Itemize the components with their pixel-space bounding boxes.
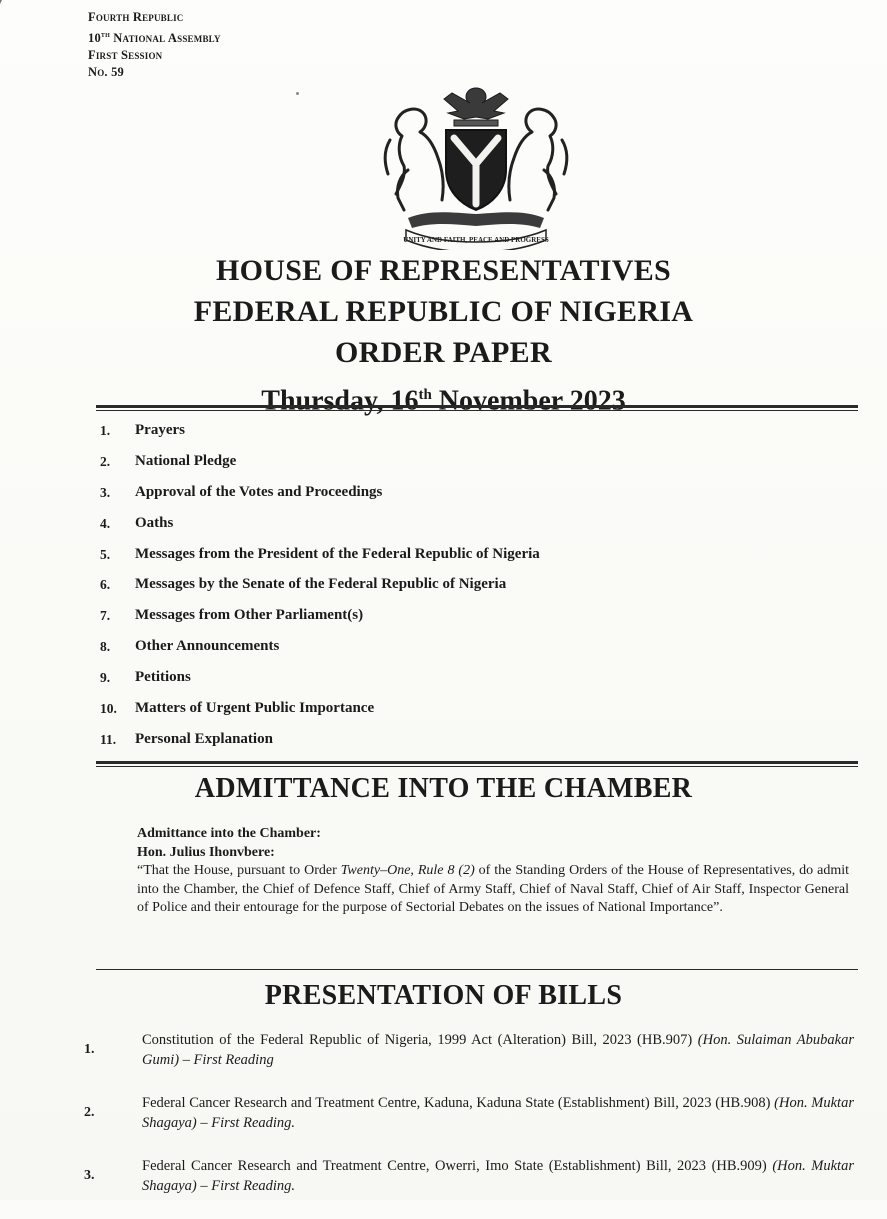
republic-label: Fourth Republic [88, 10, 184, 24]
agenda-item [100, 669, 540, 700]
agenda-item [100, 700, 540, 731]
agenda-item-label: Messages by the Senate of the Federal Republic of Nigeria [135, 576, 507, 593]
agenda-item-number: 10. [100, 701, 117, 717]
agenda-item [100, 546, 540, 577]
agenda-item [100, 422, 540, 453]
bill-item [84, 1093, 854, 1156]
bill-sponsor: (Hon. Muktar Shagaya) – First Reading. [142, 1158, 854, 1194]
bills-list [84, 1030, 854, 1219]
session-label: First Session [88, 48, 163, 63]
agenda-item [100, 607, 540, 638]
motion-text: “That the House, pursuant to Order Twenty–One, Rule 8 (2) of the Standing Orders of the House of Representatives, do admit into the Chamber, the Chief of Defence Staff, Chief of Army Staff, Chief of Naval Staff, Chief of Air Staff, Inspector General of Police and their entourage for the purpose of Sectorial Debates on the issues of National Importance”. [137, 863, 850, 915]
agenda-item-number: 1. [100, 423, 111, 438]
assembly-label: 10th National Assembly [88, 30, 221, 46]
bill-description [142, 1030, 854, 1093]
agenda-item-number: 2. [100, 453, 111, 469]
bill-number: 3. [84, 1168, 95, 1183]
document-title-block [0, 250, 887, 421]
speck-mark [296, 92, 299, 95]
bill-description [142, 1156, 854, 1219]
coat-of-arms-emblem [368, 80, 584, 250]
sitting-date: Thursday, 16th November 2023 [261, 385, 626, 417]
agenda-item [100, 453, 540, 484]
agenda-item [100, 484, 540, 515]
bill-title: Constitution of the Federal Republic of Nigeria, 1999 Act (Alteration) Bill, 2023 (HB.907) [142, 1032, 698, 1048]
agenda-item [100, 576, 540, 607]
order-paper-title: ORDER PAPER [335, 336, 552, 369]
agenda-item-label: Messages from Other Parliament(s) [135, 607, 364, 624]
session-header [88, 9, 221, 81]
agenda-item-label: Other Announcements [135, 638, 280, 655]
motion-mover: Hon. Julius Ihonvbere: [137, 844, 275, 860]
republic-title: FEDERAL REPUBLIC OF NIGERIA [193, 295, 694, 328]
agenda-item [100, 638, 540, 669]
agenda-item [100, 515, 540, 546]
bill-number: 1. [84, 1042, 95, 1057]
agenda-item-number: 7. [100, 608, 111, 624]
agenda-item-number: 6. [100, 577, 111, 593]
bill-sponsor: (Hon. Muktar Shagaya) – First Reading. [142, 1095, 854, 1131]
agenda-item-label: Oaths [135, 514, 174, 531]
agenda-item-number: 11. [100, 731, 117, 747]
house-title: HOUSE OF REPRESENTATIVES [215, 254, 672, 287]
admittance-divider [96, 969, 858, 970]
agenda-item-label: Matters of Urgent Public Importance [135, 700, 375, 717]
admittance-motion [137, 825, 849, 918]
bill-item [84, 1030, 854, 1093]
bill-sponsor: (Hon. Sulaiman Abubakar Gumi) – First Reading [142, 1032, 854, 1068]
agenda-item-number: 8. [100, 639, 111, 655]
agenda-item-label: National Pledge [135, 452, 237, 469]
agenda-item [100, 731, 540, 762]
agenda-item-number: 4. [100, 515, 111, 531]
agenda-item-number: 5. [100, 546, 111, 562]
agenda-item-number: 9. [100, 670, 111, 686]
bill-description [142, 1093, 854, 1156]
agenda-item-label: Petitions [135, 669, 191, 686]
agenda-list [100, 422, 540, 762]
bill-title: Federal Cancer Research and Treatment Centre, Owerri, Imo State (Establishment) Bill, 2023 (HB.909) [142, 1158, 773, 1174]
agenda-item-number: 3. [100, 484, 111, 500]
agenda-item-label: Prayers [135, 422, 185, 438]
bill-title: Federal Cancer Research and Treatment Centre, Kaduna, Kaduna State (Establishment) Bill, 2023 (HB.908) [142, 1095, 775, 1111]
admittance-heading: ADMITTANCE INTO THE CHAMBER [194, 773, 693, 804]
bill-number: 2. [84, 1105, 95, 1120]
title-divider [96, 405, 858, 408]
bills-heading: PRESENTATION OF BILLS [264, 980, 623, 1011]
paper-number: No. 59 [88, 65, 124, 80]
agenda-divider [96, 761, 858, 764]
admittance-subheading: Admittance into the Chamber: [137, 826, 321, 841]
fold-mark [0, 0, 16, 20]
motto-text: UNITY AND FAITH, PEACE AND PROGRESS [403, 236, 549, 244]
agenda-item-label: Approval of the Votes and Proceedings [135, 483, 383, 500]
agenda-item-label: Personal Explanation [135, 730, 273, 747]
bill-item [84, 1156, 854, 1219]
agenda-item-label: Messages from the President of the Federal Republic of Nigeria [135, 545, 540, 562]
